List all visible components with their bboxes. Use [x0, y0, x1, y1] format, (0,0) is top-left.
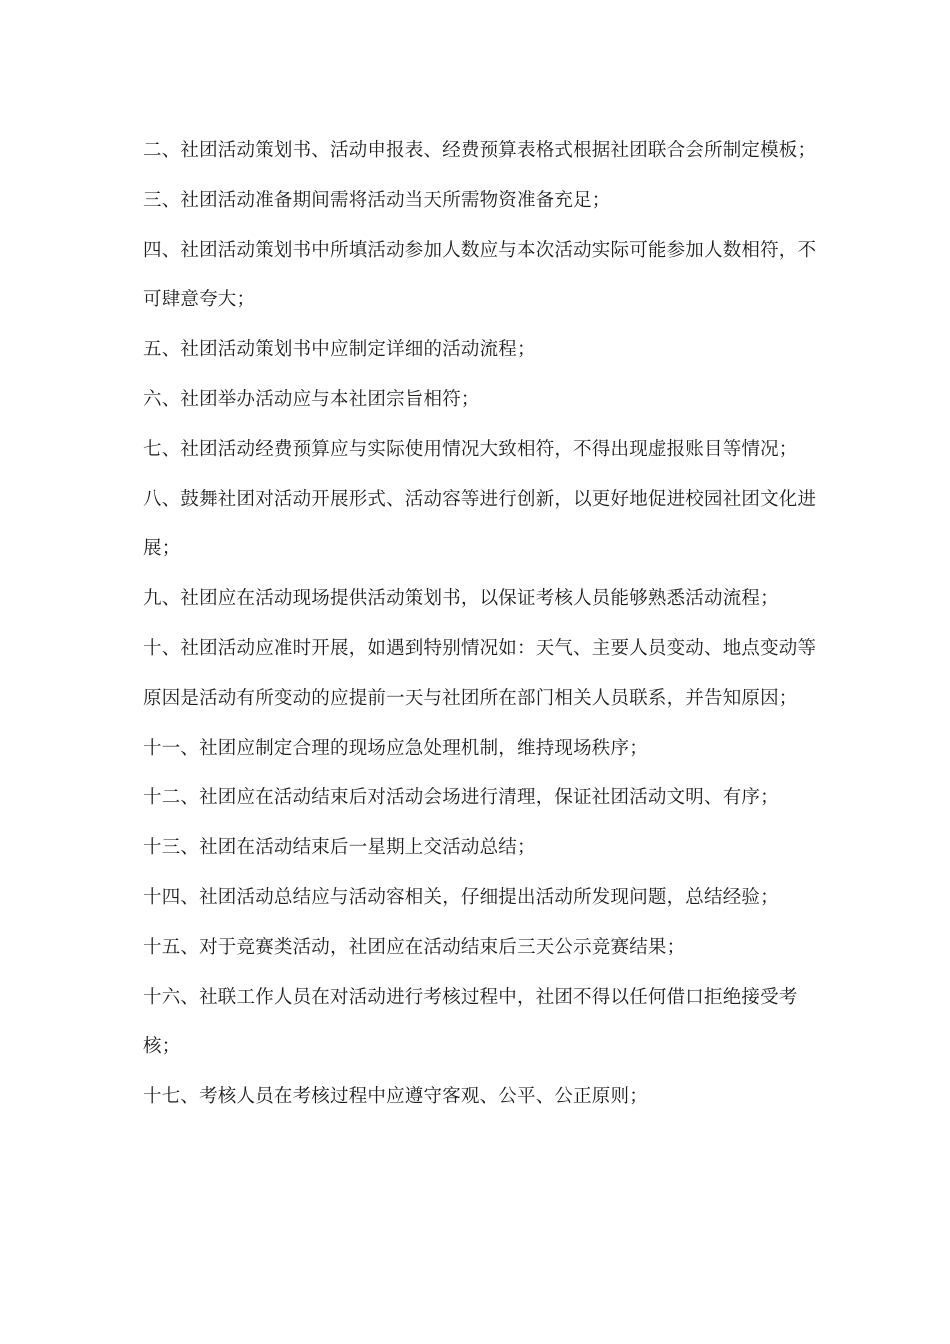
- paragraph-7: 七、社团活动经费预算应与实际使用情况大致相符，不得出现虚报账目等情况；: [143, 438, 798, 460]
- paragraph-15: 十五、对于竞赛类活动，社团应在活动结束后三天公示竞赛结果；: [143, 936, 686, 958]
- paragraph-5: 五、社团活动策划书中应制定详细的活动流程；: [143, 339, 536, 361]
- paragraph-3: 三、社团活动准备期间需将活动当天所需物资准备充足；: [143, 189, 611, 211]
- paragraph-11: 十一、社团应制定合理的现场应急处理机制，维持现场秩序；: [143, 737, 648, 759]
- paragraph-8: 八、鼓舞社团对活动开展形式、活动容等进行创新，以更好地促进校园社团文化进展；: [143, 488, 817, 560]
- document-body: [143, 126, 821, 1122]
- paragraph-4: 四、社团活动策划书中所填活动参加人数应与本次活动实际可能参加人数相符，不可肆意夸大；: [143, 239, 817, 311]
- paragraph-12: 十二、社团应在活动结束后对活动会场进行清理，保证社团活动文明、有序；: [143, 787, 779, 809]
- paragraph-6: 六、社团举办活动应与本社团宗旨相符；: [143, 388, 480, 410]
- paragraph-17: 十七、考核人员在考核过程中应遵守客观、公平、公正原则；: [143, 1086, 648, 1108]
- paragraph-9: 九、社团应在活动现场提供活动策划书，以保证考核人员能够熟悉活动流程；: [143, 588, 779, 610]
- paragraph-14: 十四、社团活动总结应与活动容相关，仔细提出活动所发现问题，总结经验；: [143, 886, 779, 908]
- paragraph-2: 二、社团活动策划书、活动申报表、经费预算表格式根据社团联合会所制定模板；: [143, 140, 817, 161]
- paragraph-13: 十三、社团在活动结束后一星期上交活动总结；: [143, 837, 536, 859]
- paragraph-10: 十、社团活动应准时开展，如遇到特别情况如：天气、主要人员变动、地点变动等原因是活动有所变动的应提前一天与社团所在部门相关人员联系，并告知原因；: [143, 637, 817, 709]
- paragraph-16: 十六、社联工作人员在对活动进行考核过程中，社团不得以任何借口拒绝接受考核；: [143, 986, 798, 1058]
